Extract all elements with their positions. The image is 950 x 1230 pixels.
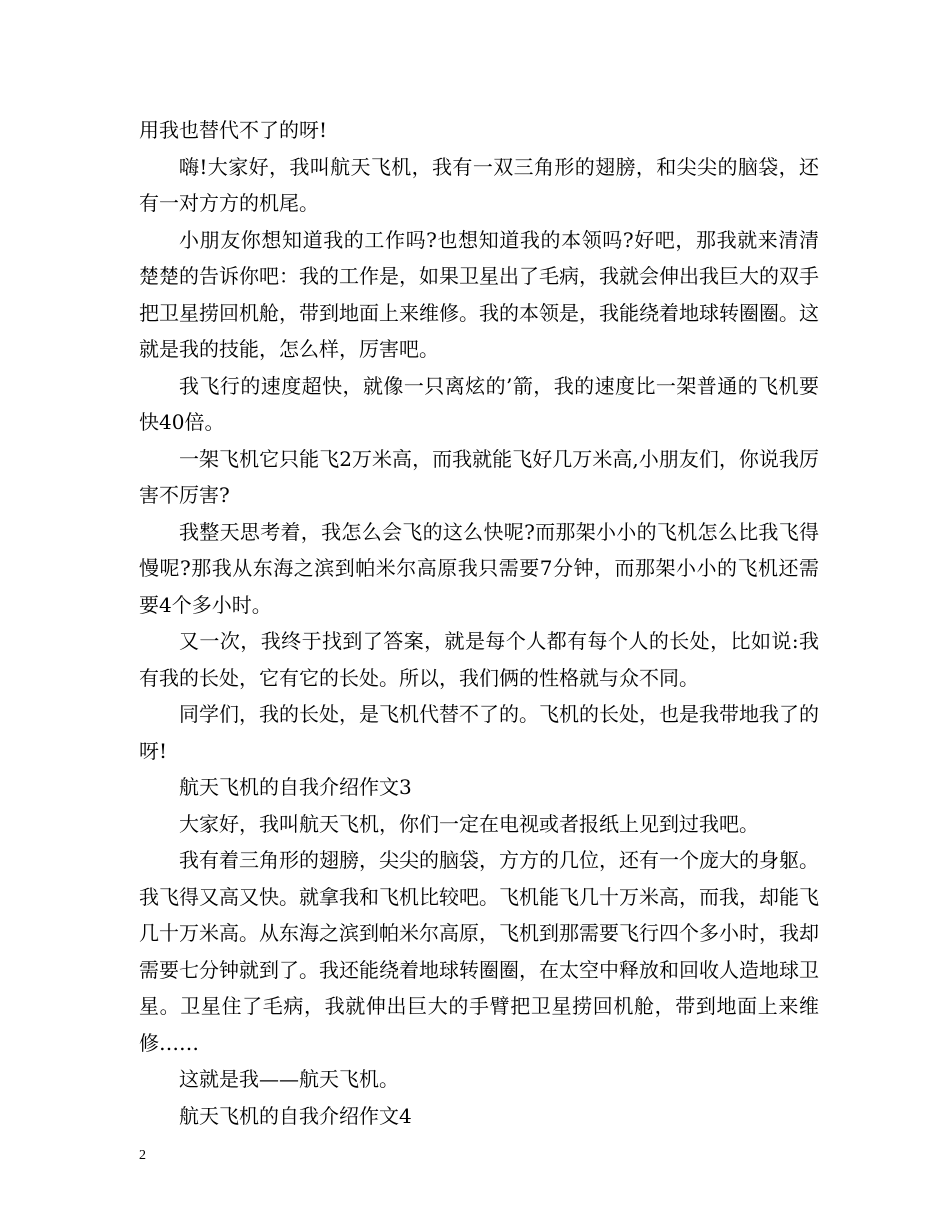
paragraph-8: 同学们，我的长处，是飞机代替不了的。飞机的长处，也是我带地我了的呀! <box>139 702 819 763</box>
paragraph-3: 小朋友你想知道我的工作吗?也想知道我的本领吗?好吧，那我就来清清楚楚的告诉你吧：我的工作是，如果卫星出了毛病，我就会伸出我巨大的双手把卫星捞回机舱，带到地面上来维修。我的本领是，我能绕着地球转圈圈。这就是我的技能，怎么样，厉害吧。 <box>139 227 819 361</box>
paragraph-10: 我有着三角形的翅膀，尖尖的脑袋，方方的几位，还有一个庞大的身躯。我飞得又高又快。就拿我和飞机比较吧。飞机能飞几十万米高，而我，却能飞几十万米高。从东海之滨到帕米尔高原，飞机到那需要飞行四个多小时，我却需要七分钟就到了。我还能绕着地球转圈圈，在太空中释放和回收人造地球卫星。卫星住了毛病，我就伸出巨大的手臂把卫星捞回机舱，带到地面上来维修…… <box>139 848 819 1055</box>
section-heading-3: 航天飞机的自我介绍作文3 <box>179 775 412 799</box>
document-body <box>139 112 819 1134</box>
section-heading-4: 航天飞机的自我介绍作文4 <box>179 1103 412 1128</box>
paragraph-7: 又一次，我终于找到了答案，就是每个人都有每个人的长处，比如说:我有我的长处，它有它的长处。所以，我们俩的性格就与众不同。 <box>139 629 819 690</box>
paragraph-9: 大家好，我叫航天飞机，你们一定在电视或者报纸上见到过我吧。 <box>179 811 759 836</box>
paragraph-6: 我整天思考着，我怎么会飞的这么快呢?而那架小小的飞机怎么比我飞得慢呢?那我从东海之滨到帕米尔高原我只需要7分钟，而那架小小的飞机还需要4个多小时。 <box>139 519 819 617</box>
paragraph-5: 一架飞机它只能飞2万米高，而我就能飞好几万米高,小朋友们，你说我厉害不厉害? <box>139 446 819 507</box>
paragraph-4: 我飞行的速度超快，就像一只离炫的’箭，我的速度比一架普通的飞机要快40倍。 <box>139 373 819 434</box>
paragraph-1: 用我也替代不了的呀! <box>139 118 328 142</box>
paragraph-11: 这就是我——航天飞机。 <box>179 1067 399 1091</box>
page-number: 2 <box>139 1148 146 1163</box>
paragraph-2: 嗨!大家好，我叫航天飞机，我有一双三角形的翅膀，和尖尖的脑袋，还有一对方方的机尾。 <box>139 154 819 215</box>
